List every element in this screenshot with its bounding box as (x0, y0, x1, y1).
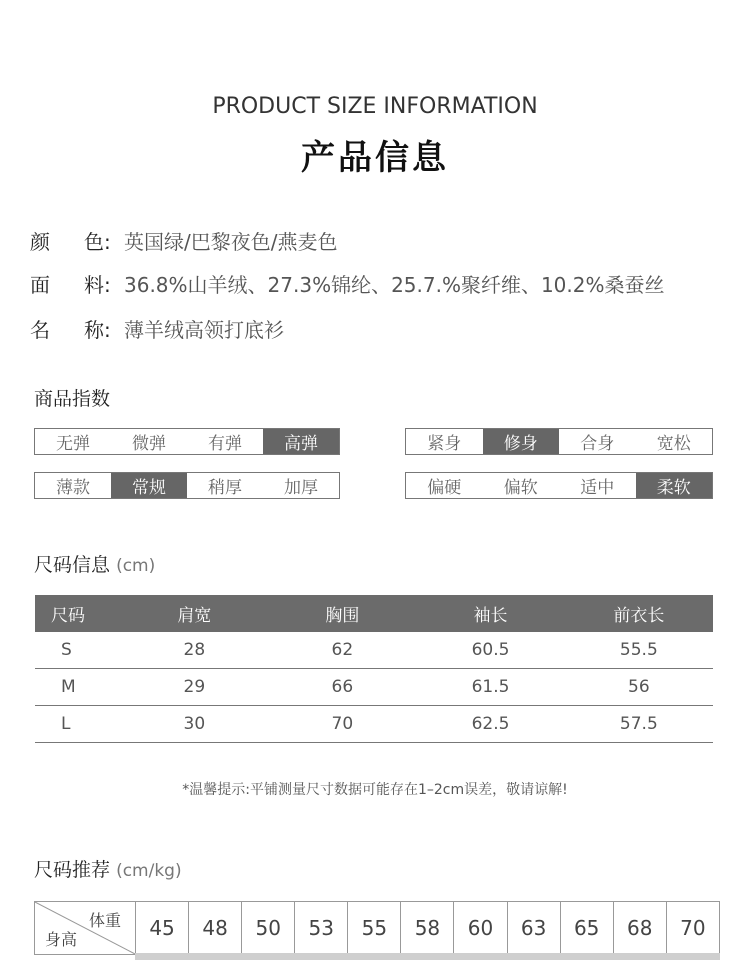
scale-option: 有弹 (208, 434, 242, 454)
info-key-2: 称 (84, 318, 104, 342)
info-key-1: 颜 (30, 230, 50, 254)
size-info-title (34, 550, 155, 577)
weight-cell: 68 (613, 902, 666, 955)
recommend-next-row-strip (135, 953, 720, 960)
softness-scale (405, 472, 713, 499)
table-row (35, 669, 713, 706)
size-table-header (35, 595, 713, 632)
scale-option: 薄款 (56, 478, 90, 498)
info-key-1: 面 (30, 273, 50, 297)
weight-cell: 58 (401, 902, 454, 955)
table-row (35, 706, 713, 743)
scale-option: 紧身 (427, 434, 462, 454)
elasticity-scale (34, 428, 340, 455)
scale-option-selected: 高弹 (263, 429, 339, 454)
scale-option: 无弹 (56, 434, 90, 454)
size-info-unit: (cm) (116, 556, 156, 576)
scale-option-selected: 柔软 (636, 473, 713, 498)
table-cell: 30 (120, 706, 268, 743)
measurement-tip: *温馨提示:平铺测量尺寸数据可能存在1–2cm误差，敬请谅解! (182, 782, 568, 798)
corner-height-label: 身高 (45, 930, 78, 949)
corner-weight-label: 体重 (88, 911, 121, 930)
weight-cell: 70 (666, 902, 719, 955)
info-colon: : (104, 318, 111, 342)
info-colon: : (104, 273, 111, 297)
header-cell: 肩宽 (120, 595, 268, 632)
info-color-row (30, 226, 337, 255)
recommend-header-row (35, 902, 720, 955)
thickness-scale (34, 472, 340, 499)
recommend-unit: (cm/kg) (116, 861, 182, 881)
info-key-2: 色 (84, 230, 104, 254)
table-cell: 61.5 (416, 669, 564, 706)
table-cell: 56 (565, 669, 713, 706)
table-row (35, 632, 713, 669)
scale-option: 微弹 (132, 434, 166, 454)
weight-cell: 60 (454, 902, 507, 955)
info-key-2: 料 (84, 273, 104, 297)
english-title: PRODUCT SIZE INFORMATION (212, 94, 538, 119)
info-value: 英国绿/巴黎夜色/燕麦色 (124, 230, 338, 254)
weight-cell: 65 (560, 902, 613, 955)
scale-option: 适中 (580, 478, 615, 498)
scale-option: 合身 (580, 434, 615, 454)
weight-cell: 53 (295, 902, 348, 955)
info-colon: : (104, 230, 111, 254)
table-cell: 62.5 (416, 706, 564, 743)
table-cell: 29 (120, 669, 268, 706)
recommend-table (34, 901, 720, 955)
product-index-title: 商品指数 (34, 388, 111, 410)
info-name-row (30, 314, 284, 343)
info-value: 36.8%山羊绒、27.3%锦纶、25.7.%聚纤维、10.2%桑蚕丝 (124, 273, 665, 297)
weight-cell: 55 (348, 902, 401, 955)
weight-cell: 45 (136, 902, 189, 955)
scale-option-selected: 常规 (111, 473, 187, 498)
table-cell: 62 (268, 632, 416, 669)
table-cell: S (35, 632, 120, 669)
table-cell: 60.5 (416, 632, 564, 669)
header-cell: 胸围 (268, 595, 416, 632)
header-cell: 前衣长 (565, 595, 713, 632)
table-cell: 55.5 (565, 632, 713, 669)
info-value: 薄羊绒高领打底衫 (124, 318, 284, 342)
table-cell: 57.5 (565, 706, 713, 743)
table-cell: M (35, 669, 120, 706)
size-info-title-text: 尺码信息 (34, 554, 111, 576)
corner-cell (35, 902, 136, 955)
weight-cell: 48 (189, 902, 242, 955)
weight-cell: 50 (242, 902, 295, 955)
header-cell: 袖长 (416, 595, 564, 632)
header-cell: 尺码 (35, 595, 120, 632)
table-cell: 28 (120, 632, 268, 669)
weight-cell: 63 (507, 902, 560, 955)
recommend-title (34, 855, 182, 882)
scale-option-selected: 修身 (483, 429, 560, 454)
fit-scale (405, 428, 713, 455)
info-key-1: 名 (30, 318, 50, 342)
recommend-title-text: 尺码推荐 (34, 859, 111, 881)
scale-option: 偏软 (503, 478, 538, 498)
chinese-title: 产品信息 (301, 138, 449, 178)
size-table (35, 595, 713, 743)
table-cell: L (35, 706, 120, 743)
scale-option: 加厚 (284, 478, 318, 498)
table-cell: 70 (268, 706, 416, 743)
table-cell: 66 (268, 669, 416, 706)
scale-option: 稍厚 (208, 478, 242, 498)
scale-option: 宽松 (656, 434, 691, 454)
info-fabric-row (30, 269, 665, 298)
scale-option: 偏硬 (427, 478, 462, 498)
